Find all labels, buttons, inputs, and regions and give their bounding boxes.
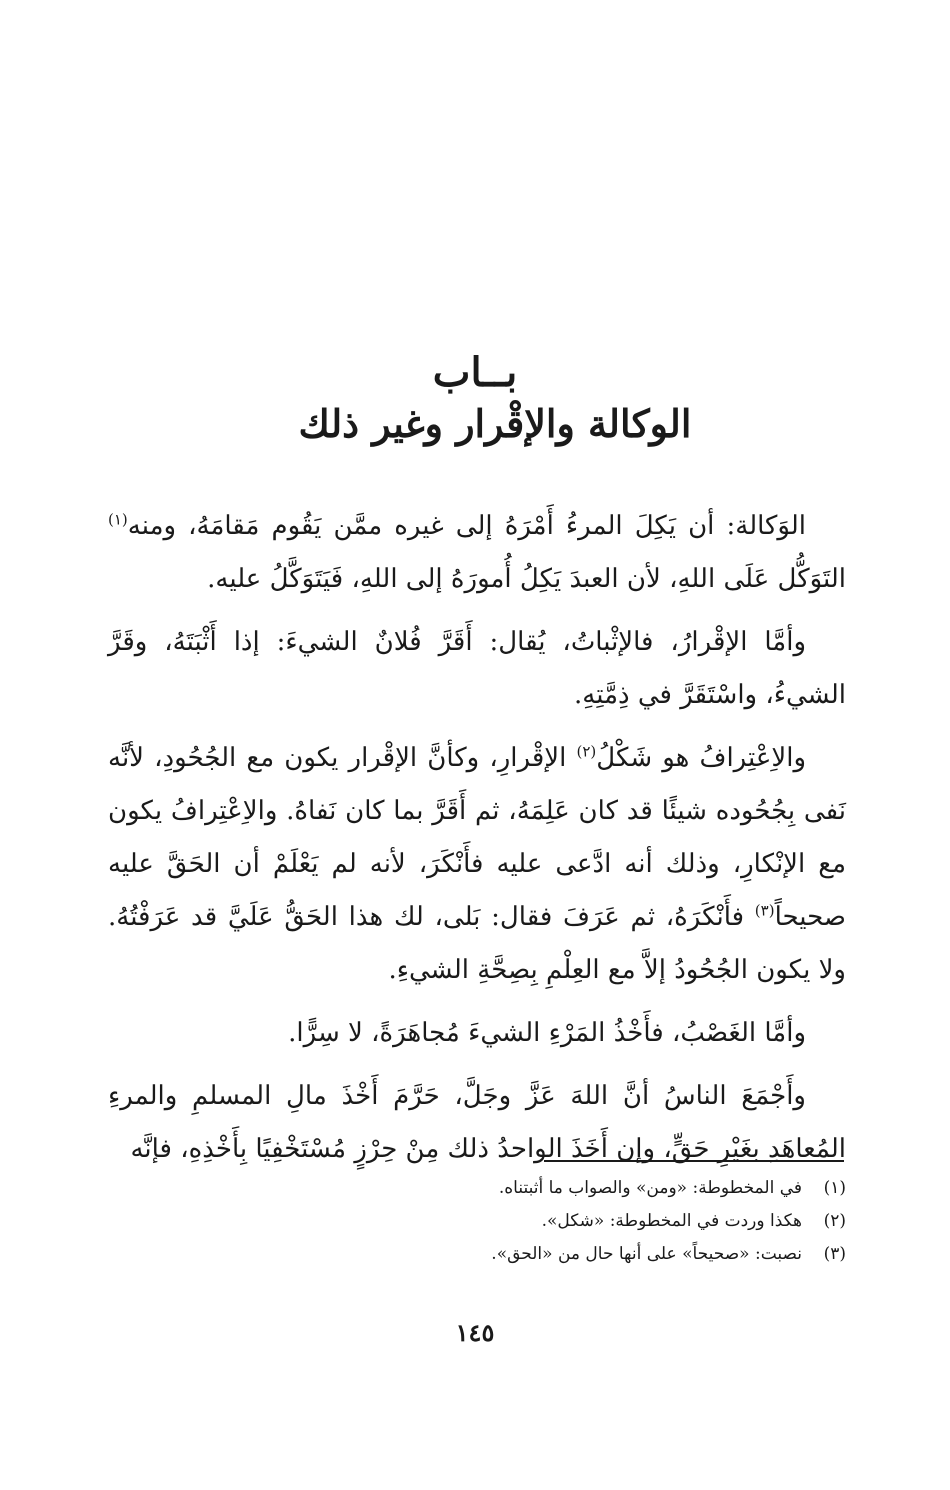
footnote-ref: (٢) <box>576 742 597 761</box>
footnote-number: (٢) <box>823 1211 846 1231</box>
chapter-heading <box>100 350 850 452</box>
paragraph-wakala <box>108 500 846 606</box>
body-text <box>108 500 846 1186</box>
paragraph-text: وأمَّا الغَصْبُ، فأَخْذُ المَرْءِ الشيءَ مُجاهَرَةً، لا سِرًّا. <box>288 1018 806 1048</box>
footnotes <box>108 1172 846 1271</box>
paragraph-text: الوَكالة: أن يَكِلَ المرءُ أَمْرَهُ إلى غيره ممَّن يَقُوم مَقامَهُ، ومنه <box>127 511 806 541</box>
paragraph-text: فأَنْكَرَهُ، ثم عَرَفَ فقال: بَلى، لك هذا الحَقُّ عَلَيَّ قد عَرَفْتُهُ. ولا يكون الجُحُودُ إلاَّ مع العِلْمِ بِصِحَّةِ الشيءِ. <box>108 902 846 985</box>
footnote-ref: (١) <box>108 510 128 529</box>
footnote-item <box>108 1205 846 1238</box>
footnote-text: هكذا وردت في المخطوطة: «شكل». <box>541 1211 802 1231</box>
footnote-ref: (٣) <box>754 901 775 920</box>
footnote-number: (٣) <box>823 1244 846 1264</box>
paragraph-iqrar <box>108 616 846 722</box>
footnote-item <box>108 1172 846 1205</box>
footnote-text: نصبت: «صحيحاً» على أنها حال من «الحق». <box>491 1244 802 1264</box>
page-number: ١٤٥ <box>455 1318 495 1347</box>
paragraph-itiraf <box>108 732 846 997</box>
paragraph-text: وأمَّا الإقْرارُ، فالإثْباتُ، يُقال: أَقَرَّ فُلانٌ الشيءَ: إذا أَثْبَتَهُ، وقَرَّ الشيءُ، واسْتَقَرَّ في ذِمَّتِهِ. <box>108 627 846 710</box>
chapter-title: الوكالة والإقْرار وغير ذلك <box>298 401 692 446</box>
paragraph-text: التَوَكُّل عَلَى اللهِ، لأن العبدَ يَكِلُ أُمورَهُ إلى اللهِ، فَيَتَوَكَّلُ عليه. <box>207 564 846 594</box>
footnote-number: (١) <box>823 1178 846 1198</box>
paragraph-text: الإقْرارِ، وكأنَّ الإقْرار يكون مع الجُحُودِ، لأنَّه نَفى بِجُحُوده شيئًا قد كان عَلِمَهُ، ثم أَقَرَّ بما كان نَفاهُ. والاِعْتِرافُ يكون مع الإنْكارِ، وذلك أنه ادَّعى عليه فأَنْكَرَ، لأنه لم يَعْلَمْ أن الحَقَّ عليه صحيحاً <box>108 743 846 932</box>
paragraph-text: وأَجْمَعَ الناسُ أنَّ اللهَ عَزَّ وجَلَّ، حَرَّمَ أَخْذَ مالِ المسلمِ والمرءِ المُعاهَدِ بغَيْرِ حَقٍّ، وإن أَخَذَ الواحدُ ذلك مِنْ حِرْزٍ مُسْتَخْفِيًا بِأَخْذِهِ، فإنَّه <box>108 1081 846 1164</box>
chapter-label: بــاب <box>432 349 518 396</box>
footnote-item <box>108 1238 846 1271</box>
footnote-divider <box>544 1160 844 1162</box>
paragraph-text: والاِعْتِرافُ هو شَكْلُ <box>596 743 806 773</box>
footnote-text: في المخطوطة: «ومن» والصواب ما أثبتناه. <box>498 1178 802 1198</box>
paragraph-ghasb <box>108 1007 846 1060</box>
